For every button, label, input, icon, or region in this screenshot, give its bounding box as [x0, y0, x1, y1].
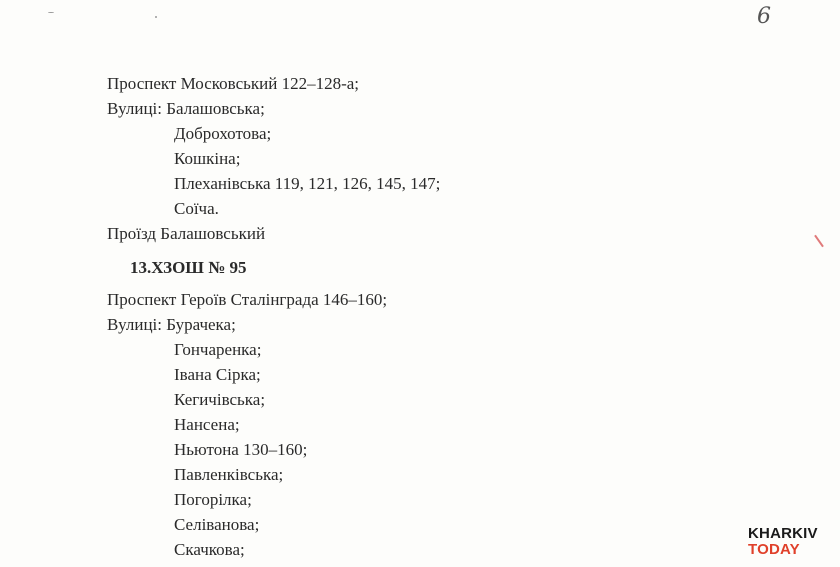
kharkiv-today-logo — [748, 526, 818, 558]
street-line: Павленківська; — [174, 465, 284, 484]
street-line: Селіванова; — [174, 515, 260, 534]
street-line: Гончаренка; — [174, 340, 262, 359]
street-line: Кошкіна; — [174, 149, 241, 168]
scan-speck — [48, 12, 54, 13]
street-line: Ньютона 130–160; — [174, 440, 308, 459]
street-line: Доброхотова; — [174, 124, 272, 143]
street-line: Нансена; — [174, 415, 240, 434]
logo-line-1: KHARKIV — [748, 525, 818, 542]
street-line: Плеханівська 119, 121, 126, 145, 147; — [174, 174, 441, 193]
school-heading: 13.ХЗОШ № 95 — [130, 258, 247, 277]
street-line: Соїча. — [174, 199, 219, 218]
street-line: Проспект Московський 122–128-а; — [107, 74, 360, 93]
street-line: Погорілка; — [174, 490, 252, 509]
street-line: Кегичівська; — [174, 390, 266, 409]
street-line: Івана Сірка; — [174, 365, 261, 384]
logo-line-2: TODAY — [748, 541, 800, 558]
street-line: Проїзд Балашовський — [107, 224, 266, 243]
street-line: Проспект Героїв Сталінграда 146–160; — [107, 290, 388, 309]
street-line: Скачкова; — [174, 540, 245, 559]
page-number: 6 — [757, 4, 771, 29]
scan-speck — [155, 16, 157, 18]
street-line: Вулиці: Балашовська; — [107, 99, 265, 118]
street-line: Вулиці: Бурачека; — [107, 315, 236, 334]
red-pen-mark — [814, 235, 824, 248]
